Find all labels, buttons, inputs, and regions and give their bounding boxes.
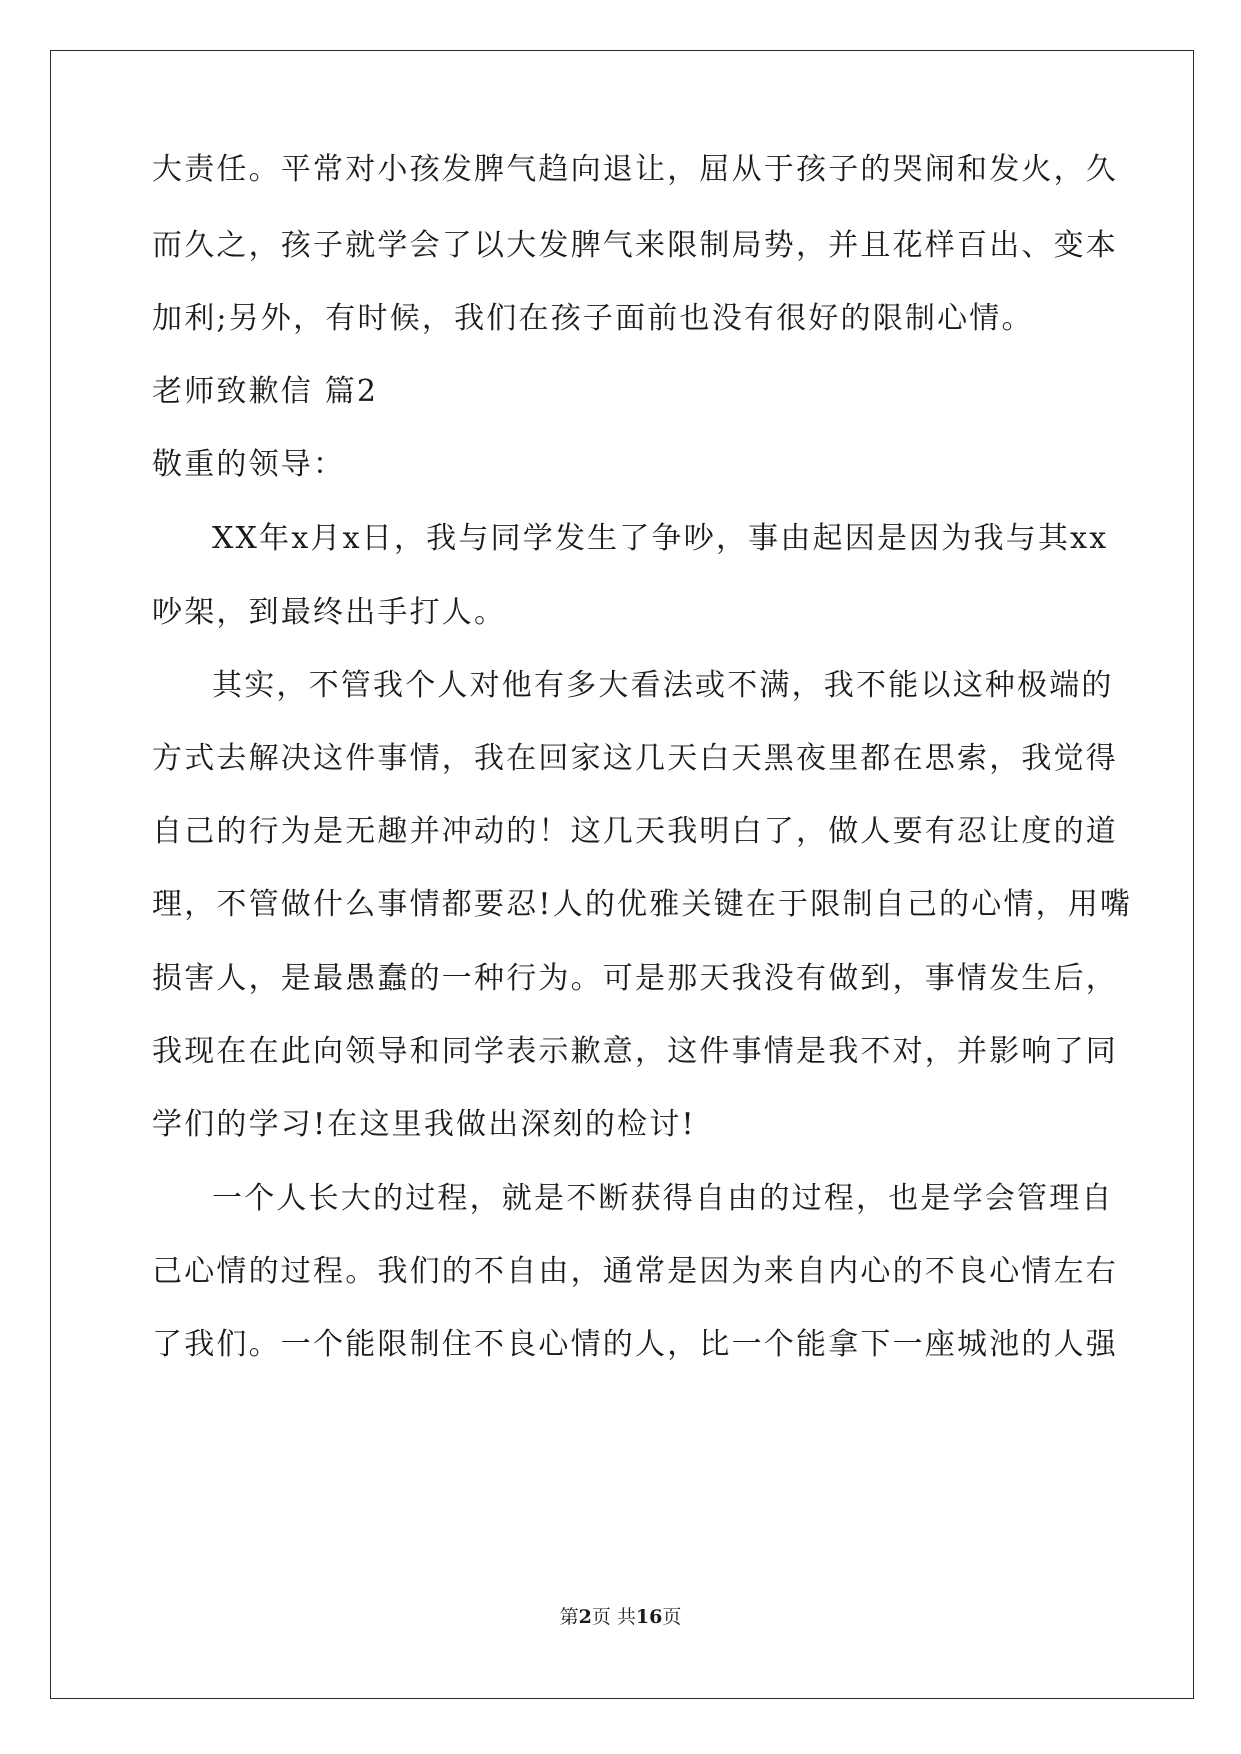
salutation: 敬重的领导： xyxy=(152,447,346,482)
body-text-line: 了我们。一个能限制住不良心情的人，比一个能拿下一座城池的人强 xyxy=(152,1327,1118,1362)
body-text-line: 自己的行为是无趣并冲动的！这几天我明白了，做人要有忍让度的道 xyxy=(152,814,1118,849)
body-text-line: 方式去解决这件事情，我在回家这几天白天黑夜里都在思索，我觉得 xyxy=(152,741,1118,776)
page-number: 2 xyxy=(578,1606,592,1628)
body-text-line: 而久之，孩子就学会了以大发脾气来限制局势，并且花样百出、变本 xyxy=(152,228,1118,263)
body-text-line: 一个人长大的过程，就是不断获得自由的过程，也是学会管理自 xyxy=(212,1181,1114,1216)
body-text-line: 大责任。平常对小孩发脾气趋向退让，屈从于孩子的哭闹和发火，久 xyxy=(152,152,1118,187)
section-heading: 老师致歉信 篇2 xyxy=(152,374,379,409)
body-text-line: 理，不管做什么事情都要忍!人的优雅关键在于限制自己的心情，用嘴 xyxy=(152,887,1133,922)
page-prefix: 第 xyxy=(559,1606,579,1628)
body-text-line: 加利;另外，有时候，我们在孩子面前也没有很好的限制心情。 xyxy=(152,301,1034,336)
body-text-line: 损害人，是最愚蠢的一种行为。可是那天我没有做到，事情发生后， xyxy=(152,961,1118,996)
body-text-line: 己心情的过程。我们的不自由，通常是因为来自内心的不良心情左右 xyxy=(152,1254,1118,1289)
page-mid: 页 共 xyxy=(591,1606,636,1628)
page-border xyxy=(50,50,1194,1699)
page-footer xyxy=(0,1605,1241,1629)
page-total: 16 xyxy=(635,1606,663,1628)
page-suffix: 页 xyxy=(662,1606,682,1628)
body-text-line: 学们的学习!在这里我做出深刻的检讨! xyxy=(152,1107,696,1142)
body-text-line: 我现在在此向领导和同学表示歉意，这件事情是我不对，并影响了同 xyxy=(152,1034,1118,1069)
body-text-line: XX年x月x日，我与同学发生了争吵，事由起因是因为我与其xx xyxy=(212,521,1109,556)
body-text-line: 吵架，到最终出手打人。 xyxy=(152,595,507,630)
body-text-line: 其实，不管我个人对他有多大看法或不满，我不能以这种极端的 xyxy=(212,668,1114,703)
